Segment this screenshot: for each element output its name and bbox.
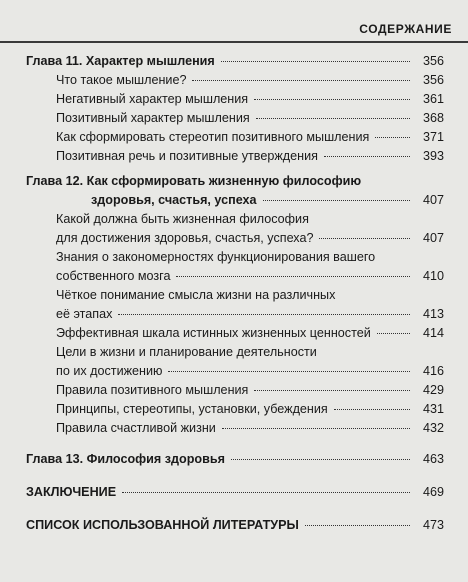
toc-chapter-title: Глава 12. Как сформировать жизненную философию bbox=[26, 174, 362, 188]
toc-entry-title-continued: собственного мозга bbox=[56, 269, 171, 283]
toc-page-number: 429 bbox=[422, 383, 444, 397]
toc-page-number: 361 bbox=[422, 92, 444, 106]
toc-page-number: 463 bbox=[422, 452, 444, 466]
toc-entry bbox=[26, 147, 444, 166]
toc-chapter-title: Глава 11. Характер мышления bbox=[26, 54, 215, 68]
toc-page-number: 371 bbox=[422, 130, 444, 144]
toc-entry bbox=[26, 381, 444, 400]
dot-leader bbox=[319, 238, 410, 239]
toc-chapter-13 bbox=[26, 450, 444, 469]
toc-chapter-12-line2 bbox=[26, 191, 444, 210]
toc-entry-title: Правила счастливой жизни bbox=[56, 421, 216, 435]
toc-chapter-12-line1 bbox=[26, 172, 444, 191]
toc-entry-line1 bbox=[26, 343, 444, 362]
toc-page-number: 469 bbox=[422, 485, 444, 499]
toc-entry-title: Что такое мышление? bbox=[56, 73, 187, 87]
toc-entry-line1 bbox=[26, 286, 444, 305]
toc-references bbox=[26, 516, 444, 535]
toc-entry-title: Какой должна быть жизненная философия bbox=[56, 212, 309, 226]
toc-entry-title-continued: для достижения здоровья, счастья, успеха? bbox=[56, 231, 314, 245]
toc-page-number: 407 bbox=[422, 193, 444, 207]
toc-page-number: 356 bbox=[422, 54, 444, 68]
dot-leader bbox=[254, 390, 410, 391]
toc-entry-line1 bbox=[26, 248, 444, 267]
toc-page-number: 410 bbox=[422, 269, 444, 283]
toc-entry-title: Эффективная шкала истинных жизненных ценностей bbox=[56, 326, 371, 340]
toc-page-number: 416 bbox=[422, 364, 444, 378]
toc-entry bbox=[26, 419, 444, 438]
running-head: СОДЕРЖАНИЕ bbox=[359, 22, 452, 36]
toc-entry-title: Чёткое понимание смысла жизни на различных bbox=[56, 288, 336, 302]
table-of-contents bbox=[26, 52, 444, 535]
dot-leader bbox=[118, 314, 410, 315]
dot-leader bbox=[168, 371, 410, 372]
toc-page-number: 368 bbox=[422, 111, 444, 125]
toc-entry bbox=[26, 71, 444, 90]
toc-entry bbox=[26, 400, 444, 419]
toc-chapter-title: Глава 13. Философия здоровья bbox=[26, 452, 225, 466]
toc-page-number: 473 bbox=[422, 518, 444, 532]
dot-leader bbox=[222, 428, 410, 429]
toc-entry-line2 bbox=[26, 362, 444, 381]
toc-entry-title: Правила позитивного мышления bbox=[56, 383, 249, 397]
dot-leader bbox=[221, 61, 410, 62]
toc-section-title: ЗАКЛЮЧЕНИЕ bbox=[26, 485, 117, 499]
toc-chapter-11 bbox=[26, 52, 444, 71]
toc-page-number: 356 bbox=[422, 73, 444, 87]
header-rule bbox=[0, 41, 468, 43]
toc-entry-title: Цели в жизни и планирование деятельности bbox=[56, 345, 317, 359]
dot-leader bbox=[231, 459, 410, 460]
toc-entry-title: Негативный характер мышления bbox=[56, 92, 249, 106]
toc-entry-line2 bbox=[26, 305, 444, 324]
toc-chapter-title-continued: здоровья, счастья, успеха bbox=[91, 193, 257, 207]
dot-leader bbox=[377, 333, 410, 334]
toc-entry bbox=[26, 109, 444, 128]
dot-leader bbox=[122, 492, 410, 493]
dot-leader bbox=[254, 99, 410, 100]
toc-page-number: 431 bbox=[422, 402, 444, 416]
dot-leader bbox=[375, 137, 410, 138]
dot-leader bbox=[334, 409, 410, 410]
dot-leader bbox=[305, 525, 410, 526]
toc-page-number: 414 bbox=[422, 326, 444, 340]
toc-entry-title: Позитивный характер мышления bbox=[56, 111, 250, 125]
toc-conclusion bbox=[26, 483, 444, 502]
dot-leader bbox=[263, 200, 410, 201]
toc-entry-title-continued: по их достижению bbox=[56, 364, 163, 378]
dot-leader bbox=[192, 80, 410, 81]
toc-entry-line2 bbox=[26, 229, 444, 248]
dot-leader bbox=[324, 156, 410, 157]
toc-entry-line2 bbox=[26, 267, 444, 286]
toc-entry-title: Как сформировать стереотип позитивного мышления bbox=[56, 130, 370, 144]
dot-leader bbox=[176, 276, 410, 277]
toc-page-number: 432 bbox=[422, 421, 444, 435]
toc-page-number: 393 bbox=[422, 149, 444, 163]
toc-entry bbox=[26, 90, 444, 109]
toc-entry-title: Принципы, стереотипы, установки, убеждения bbox=[56, 402, 328, 416]
toc-page-number: 407 bbox=[422, 231, 444, 245]
toc-entry bbox=[26, 324, 444, 343]
toc-entry-title-continued: её этапах bbox=[56, 307, 113, 321]
toc-section-title: СПИСОК ИСПОЛЬЗОВАННОЙ ЛИТЕРАТУРЫ bbox=[26, 518, 299, 532]
dot-leader bbox=[256, 118, 410, 119]
toc-page-number: 413 bbox=[422, 307, 444, 321]
toc-entry bbox=[26, 128, 444, 147]
toc-entry-title: Позитивная речь и позитивные утверждения bbox=[56, 149, 318, 163]
toc-entry-line1 bbox=[26, 210, 444, 229]
toc-entry-title: Знания о закономерностях функционирования вашего bbox=[56, 250, 376, 264]
